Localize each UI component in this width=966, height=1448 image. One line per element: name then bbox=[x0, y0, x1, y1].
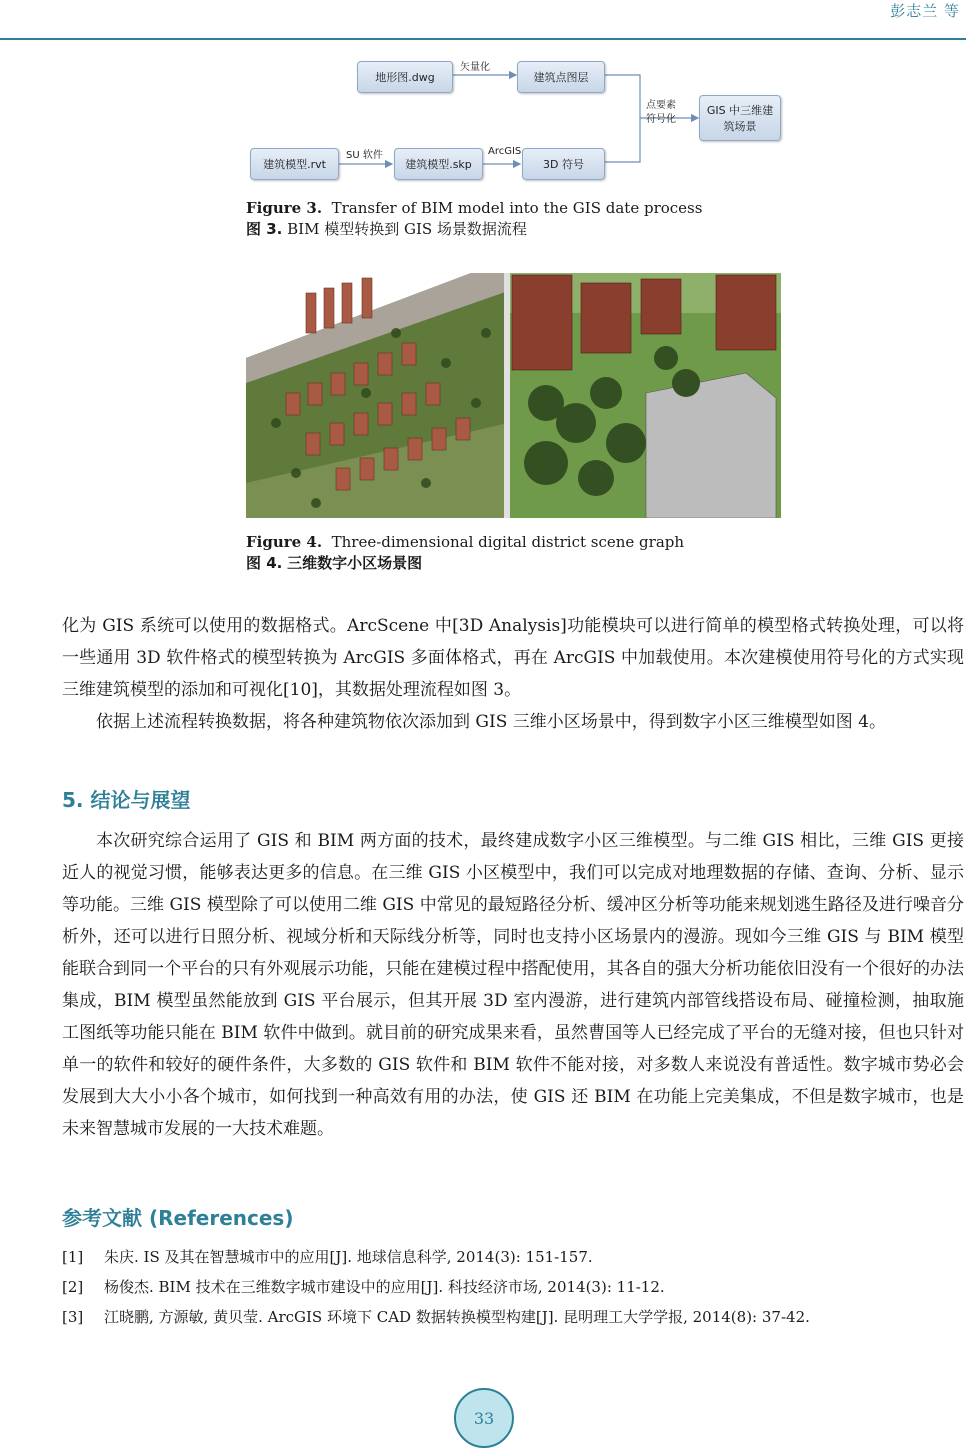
label-arcgis: ArcGIS bbox=[488, 146, 522, 157]
figure-3-caption-zh bbox=[246, 219, 527, 239]
figure-3-text-zh: BIM 模型转换到 GIS 场景数据流程 bbox=[287, 220, 527, 238]
figure-4-label-zh: 图 4. bbox=[246, 554, 283, 572]
reference-number: [1] bbox=[62, 1248, 84, 1266]
header-rule bbox=[0, 38, 966, 40]
box-3d-symbol: 3D 符号 bbox=[522, 148, 605, 180]
box-bim-rvt: 建筑模型.rvt bbox=[250, 148, 339, 180]
reference-text: 江晓鹏, 方源敏, 黄贝莹. ArcGIS 环境下 CAD 数据转换模型构建[J]. 昆明理工大学学报, 2014(8): 37-42. bbox=[104, 1308, 810, 1326]
figure-3-caption-en bbox=[246, 198, 702, 218]
box-topo-dwg: 地形图.dwg bbox=[357, 61, 453, 93]
figure-3-label-zh: 图 3. bbox=[246, 220, 283, 238]
page-number-badge: 33 bbox=[454, 1388, 514, 1448]
figure-3-label-en: Figure 3. bbox=[246, 199, 323, 217]
reference-item bbox=[62, 1242, 962, 1272]
body-paragraph-1: 化为 GIS 系统可以使用的数据格式。ArcScene 中[3D Analysis]功能模块可以进行简单的模型格式转换处理，可以将一些通用 3D 软件格式的模型转换为 ArcGIS 多面体格式，再在 ArcGIS 中加载使用。本次建模使用符号化的方式实现三维建筑模型的添加和可视化[10]，其数据处理流程如图 3。 bbox=[62, 616, 964, 700]
reference-list bbox=[62, 1242, 962, 1332]
reference-text: 杨俊杰. BIM 技术在三维数字城市建设中的应用[J]. 科技经济市场, 2014(3): 11-12. bbox=[104, 1278, 665, 1296]
reference-item bbox=[62, 1302, 962, 1332]
reference-item bbox=[62, 1272, 962, 1302]
section-5-heading: 5. 结论与展望 bbox=[62, 788, 191, 812]
box-building-point-layer: 建筑点图层 bbox=[517, 61, 605, 93]
figure-4-caption-en bbox=[246, 532, 684, 552]
figure-3-flowchart bbox=[240, 55, 780, 190]
reference-number: [2] bbox=[62, 1278, 84, 1296]
figure-4-scene-image bbox=[246, 273, 781, 518]
label-symbolize: 符号化 bbox=[646, 114, 676, 125]
body-continuation bbox=[62, 610, 964, 738]
box-bim-skp: 建筑模型.skp bbox=[394, 148, 483, 180]
label-su-software: SU 软件 bbox=[346, 150, 383, 161]
running-head: 彭志兰 等 bbox=[890, 2, 960, 20]
figure-4-text-en: Three-dimensional digital district scene graph bbox=[331, 533, 685, 551]
references-heading: 参考文献 (References) bbox=[62, 1206, 294, 1230]
reference-text: 朱庆. IS 及其在智慧城市中的应用[J]. 地球信息科学, 2014(3): 151-157. bbox=[104, 1248, 593, 1266]
figure-4-caption-zh bbox=[246, 553, 422, 573]
figure-4-text-zh: 三维数字小区场景图 bbox=[287, 554, 423, 572]
reference-number: [3] bbox=[62, 1308, 84, 1326]
scene-illustration bbox=[246, 273, 781, 518]
label-vectorize: 矢量化 bbox=[460, 62, 490, 73]
figure-4-label-en: Figure 4. bbox=[246, 533, 323, 551]
section-5-body bbox=[62, 825, 964, 1145]
label-point-feature: 点要素 bbox=[646, 100, 676, 111]
section-5-paragraph: 本次研究综合运用了 GIS 和 BIM 两方面的技术，最终建成数字小区三维模型。与二维 GIS 相比，三维 GIS 更接近人的视觉习惯，能够表达更多的信息。在三维 GIS 小区模型中，我们可以完成对地理数据的存储、查询、分析、显示等功能。三维 GIS 模型除了可以使用二维 GIS 中常见的最短路径分析、缓冲区分析等功能来规划逃生路径及进行噪音分析外，还可以进行日照分析、视域分析和天际线分析等，同时也支持小区场景内的漫游。现如今三维 GIS 与 BIM 模型能联合到同一个平台的只有外观展示功能，只能在建模过程中搭配使用，其各自的强大分析功能依旧没有一个很好的办法集成，BIM 模型虽然能放到 GIS 平台展示，但其开展 3D 室内漫游，进行建筑内部管线搭设布局、碰撞检测，抽取施工图纸等功能只能在 BIM 软件中做到。就目前的研究成果来看，虽然曹国等人已经完成了平台的无缝对接，但也只针对单一的软件和较好的硬件条件，大多数的 GIS 软件和 BIM 软件不能对接，对多数人来说没有普适性。数字城市势必会发展到大大小小各个城市，如何找到一种高效有用的办法，使 GIS 还 BIM 在功能上完美集成，不但是数字城市，也是未来智慧城市发展的一大技术难题。 bbox=[62, 831, 964, 1139]
box-gis-3d-scene: GIS 中三维建筑场景 bbox=[699, 95, 781, 141]
body-paragraph-2: 依据上述流程转换数据，将各种建筑物依次添加到 GIS 三维小区场景中，得到数字小区三维模型如图 4。 bbox=[96, 712, 886, 732]
figure-3-text-en: Transfer of BIM model into the GIS date process bbox=[331, 199, 703, 217]
